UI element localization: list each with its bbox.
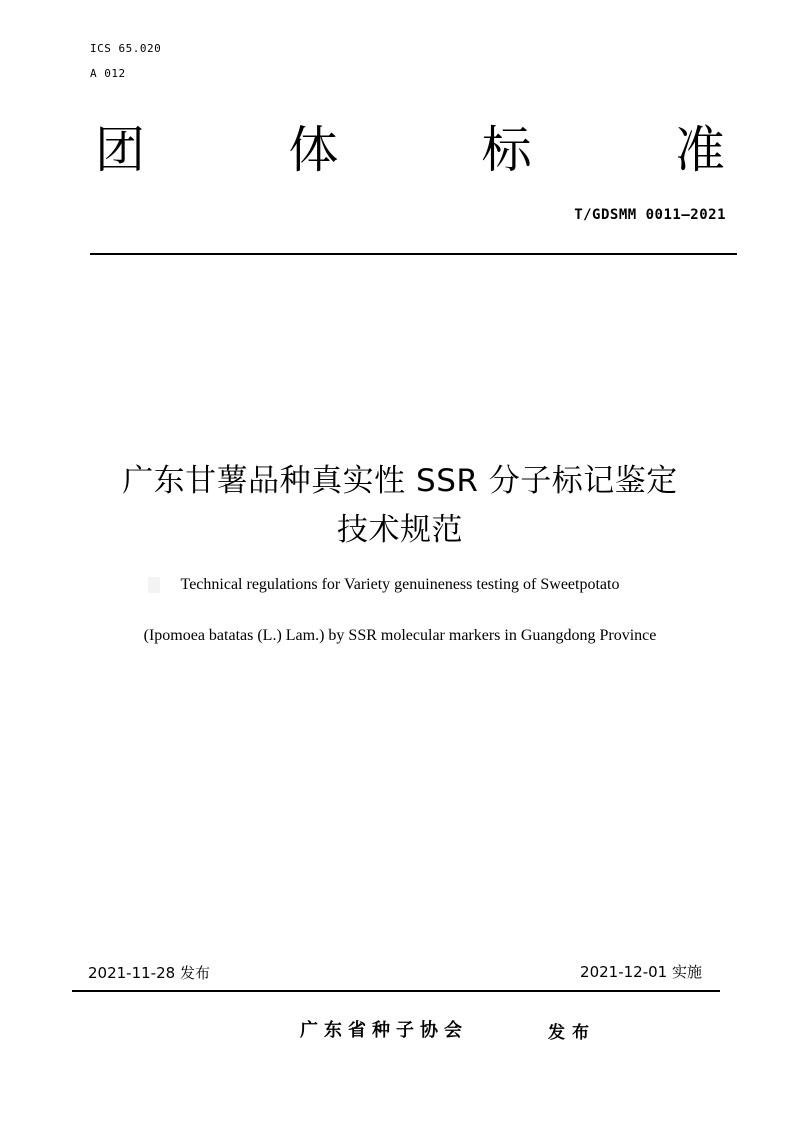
ics-code: ICS 65.020 (90, 42, 162, 55)
title-char-3: 标 (481, 121, 532, 179)
title-char-4: 准 (674, 121, 725, 179)
bottom-divider (72, 990, 720, 992)
title-char-2: 体 (288, 121, 339, 179)
chinese-title-line-2: 技术规范 (337, 512, 463, 548)
classification-code: A 012 (90, 67, 126, 80)
title-char-1: 团 (95, 121, 145, 179)
english-title-line-1: Technical regulations for Variety genuineness testing of Sweetpotato (180, 576, 620, 593)
document-type-title (95, 120, 725, 180)
issue-label: 发布 (548, 1023, 596, 1043)
issuing-organization: 广东省种子协会 (300, 1020, 468, 1041)
top-divider (90, 253, 737, 255)
english-title-line-2: (Ipomoea batatas (L.) Lam.) by SSR molecular markers in Guangdong Province (143, 627, 657, 644)
implementation-date: 2021-12-01 实施 (580, 963, 702, 981)
publish-date: 2021-11-28 发布 (88, 964, 210, 982)
chinese-title-line-1: 广东甘薯品种真实性 SSR 分子标记鉴定 (122, 463, 678, 499)
standard-number: T/GDSMM 0011—2021 (574, 207, 726, 223)
